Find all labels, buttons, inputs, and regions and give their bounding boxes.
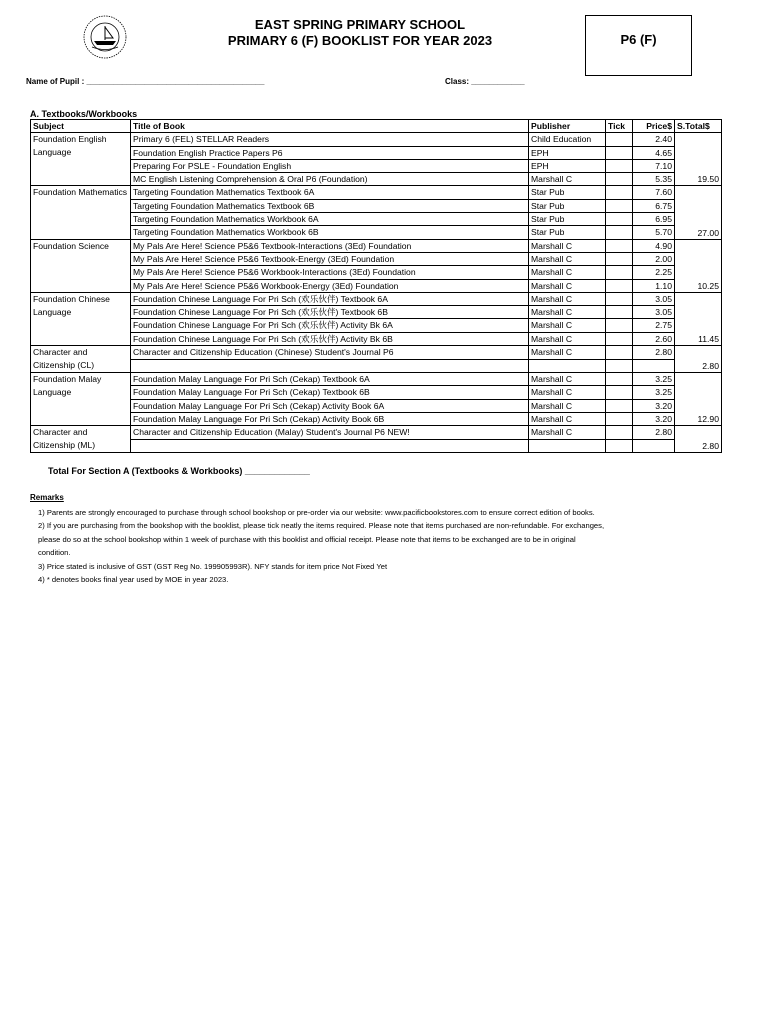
- table-row: [31, 399, 722, 412]
- price-cell: 3.20: [633, 412, 675, 425]
- tick-cell[interactable]: [606, 266, 633, 279]
- publisher-cell: Marshall C: [529, 252, 606, 265]
- title-cell: Foundation Chinese Language For Pri Sch (欢乐伙伴) Activity Bk 6B: [131, 332, 529, 345]
- tick-cell[interactable]: [606, 279, 633, 292]
- title-cell: My Pals Are Here! Science P5&6 Textbook-Energy (3Ed) Foundation: [131, 252, 529, 265]
- title-cell: [131, 359, 529, 373]
- column-header-tick: Tick: [606, 120, 633, 133]
- tick-cell[interactable]: [606, 439, 633, 453]
- title-cell: Foundation Chinese Language For Pri Sch (欢乐伙伴) Activity Bk 6A: [131, 319, 529, 332]
- remarks-heading: Remarks: [30, 493, 64, 502]
- title-cell: Foundation Malay Language For Pri Sch (Cekap) Activity Book 6A: [131, 399, 529, 412]
- title-cell: Primary 6 (FEL) STELLAR Readers: [131, 133, 529, 146]
- section-a-total: Total For Section A (Textbooks & Workbooks) _____________: [48, 466, 310, 476]
- title-cell: Targeting Foundation Mathematics Workbook 6A: [131, 213, 529, 226]
- subject-cell: Foundation Malay Language: [31, 373, 131, 426]
- title-cell: My Pals Are Here! Science P5&6 Workbook-Interactions (3Ed) Foundation: [131, 266, 529, 279]
- booklist-table: [30, 119, 722, 453]
- publisher-cell: Marshall C: [529, 266, 606, 279]
- publisher-cell: Child Education: [529, 133, 606, 146]
- title-cell: Preparing For PSLE - Foundation English: [131, 159, 529, 172]
- booklist-title: PRIMARY 6 (F) BOOKLIST FOR YEAR 2023: [227, 33, 493, 48]
- table-row: [31, 239, 722, 252]
- subject-cell: Foundation Chinese Language: [31, 292, 131, 345]
- price-cell: 3.25: [633, 373, 675, 386]
- table-row: [31, 386, 722, 399]
- subject-cell: Character and Citizenship (CL): [31, 346, 131, 373]
- title-cell: Targeting Foundation Mathematics Textbook 6B: [131, 199, 529, 212]
- subtotal-cell: 27.00: [675, 186, 722, 239]
- table-row: [31, 439, 722, 453]
- price-cell: 2.75: [633, 319, 675, 332]
- school-crest-logo: [82, 14, 128, 60]
- class-field[interactable]: Class: ____________: [445, 77, 525, 86]
- price-cell: 6.75: [633, 199, 675, 212]
- publisher-cell: [529, 359, 606, 373]
- tick-cell[interactable]: [606, 226, 633, 239]
- table-row: [31, 346, 722, 360]
- publisher-cell: EPH: [529, 146, 606, 159]
- title-cell: [131, 439, 529, 453]
- school-name: EAST SPRING PRIMARY SCHOOL: [254, 17, 466, 32]
- publisher-cell: Star Pub: [529, 213, 606, 226]
- publisher-cell: Marshall C: [529, 292, 606, 305]
- remarks-list: [38, 506, 698, 586]
- subtotal-cell: 12.90: [675, 373, 722, 426]
- title-cell: Foundation Malay Language For Pri Sch (Cekap) Textbook 6B: [131, 386, 529, 399]
- title-cell: Foundation Malay Language For Pri Sch (Cekap) Activity Book 6B: [131, 412, 529, 425]
- publisher-cell: Marshall C: [529, 373, 606, 386]
- pupil-name-field[interactable]: Name of Pupil : ________________________________________: [26, 77, 265, 86]
- tick-cell[interactable]: [606, 426, 633, 440]
- price-cell: 1.10: [633, 279, 675, 292]
- tick-cell[interactable]: [606, 373, 633, 386]
- publisher-cell: Star Pub: [529, 226, 606, 239]
- price-cell: 3.05: [633, 306, 675, 319]
- table-row: [31, 292, 722, 305]
- subtotal-cell: 2.80: [675, 426, 722, 453]
- table-row: [31, 173, 722, 186]
- price-cell: 2.00: [633, 252, 675, 265]
- publisher-cell: Marshall C: [529, 279, 606, 292]
- remark-item: condition.: [38, 548, 71, 558]
- tick-cell[interactable]: [606, 199, 633, 212]
- publisher-cell: Marshall C: [529, 173, 606, 186]
- publisher-cell: Marshall C: [529, 346, 606, 360]
- price-cell: 7.60: [633, 186, 675, 199]
- publisher-cell: Marshall C: [529, 412, 606, 425]
- tick-cell[interactable]: [606, 399, 633, 412]
- table-row: [31, 213, 722, 226]
- tick-cell[interactable]: [606, 386, 633, 399]
- price-cell: 2.25: [633, 266, 675, 279]
- title-cell: Targeting Foundation Mathematics Textbook 6A: [131, 186, 529, 199]
- table-row: [31, 133, 722, 146]
- table-row: [31, 306, 722, 319]
- table-row: [31, 412, 722, 425]
- tick-cell[interactable]: [606, 239, 633, 252]
- price-cell: [633, 439, 675, 453]
- publisher-cell: Marshall C: [529, 239, 606, 252]
- table-row: [31, 319, 722, 332]
- table-row: [31, 279, 722, 292]
- column-header-title: Title of Book: [131, 120, 529, 133]
- publisher-cell: EPH: [529, 159, 606, 172]
- price-cell: 3.05: [633, 292, 675, 305]
- subtotal-cell: 11.45: [675, 292, 722, 345]
- table-row: [31, 359, 722, 373]
- subject-cell: Foundation English Language: [31, 133, 131, 186]
- title-cell: Foundation Malay Language For Pri Sch (Cekap) Textbook 6A: [131, 373, 529, 386]
- title-cell: Foundation Chinese Language For Pri Sch (欢乐伙伴) Textbook 6B: [131, 306, 529, 319]
- tick-cell[interactable]: [606, 412, 633, 425]
- publisher-cell: Marshall C: [529, 386, 606, 399]
- section-a-heading: A. Textbooks/Workbooks: [30, 109, 138, 119]
- publisher-cell: Marshall C: [529, 306, 606, 319]
- subject-cell: Foundation Science: [31, 239, 131, 292]
- title-cell: Foundation Chinese Language For Pri Sch (欢乐伙伴) Textbook 6A: [131, 292, 529, 305]
- title-cell: Character and Citizenship Education (Chinese) Student's Journal P6: [131, 346, 529, 360]
- price-cell: 2.40: [633, 133, 675, 146]
- booklist-body: [31, 133, 722, 453]
- table-row: [31, 226, 722, 239]
- tick-cell[interactable]: [606, 159, 633, 172]
- table-row: [31, 146, 722, 159]
- price-cell: 3.25: [633, 386, 675, 399]
- subject-cell: Foundation Mathematics: [31, 186, 131, 239]
- tick-cell[interactable]: [606, 146, 633, 159]
- subtotal-cell: 2.80: [675, 346, 722, 373]
- class-code-box: P6 (F): [585, 15, 692, 76]
- table-header-row: [31, 120, 722, 133]
- table-row: [31, 252, 722, 265]
- tick-cell[interactable]: [606, 346, 633, 360]
- table-row: [31, 199, 722, 212]
- table-row: [31, 426, 722, 440]
- title-cell: Foundation English Practice Papers P6: [131, 146, 529, 159]
- title-cell: Targeting Foundation Mathematics Workbook 6B: [131, 226, 529, 239]
- price-cell: 2.60: [633, 332, 675, 345]
- publisher-cell: Star Pub: [529, 186, 606, 199]
- price-cell: 5.35: [633, 173, 675, 186]
- remark-item: 2) If you are purchasing from the bookshop with the booklist, please tick neatly the items required. Please note that items purchased are non-refundable. For exchanges,: [38, 521, 605, 531]
- column-header-publisher: Publisher: [529, 120, 606, 133]
- title-cell: MC English Listening Comprehension & Oral P6 (Foundation): [131, 173, 529, 186]
- remark-item: 3) Price stated is inclusive of GST (GST Reg No. 199905993R). NFY stands for item price Not Fixed Yet: [38, 561, 388, 571]
- remark-item: 4) * denotes books final year used by MOE in year 2023.: [38, 575, 229, 585]
- table-row: [31, 266, 722, 279]
- price-cell: [633, 359, 675, 373]
- price-cell: 3.20: [633, 399, 675, 412]
- title-cell: My Pals Are Here! Science P5&6 Textbook-Interactions (3Ed) Foundation: [131, 239, 529, 252]
- publisher-cell: Marshall C: [529, 399, 606, 412]
- tick-cell[interactable]: [606, 252, 633, 265]
- title-cell: Character and Citizenship Education (Malay) Student's Journal P6 NEW!: [131, 426, 529, 440]
- tick-cell[interactable]: [606, 213, 633, 226]
- tick-cell[interactable]: [606, 319, 633, 332]
- tick-cell[interactable]: [606, 292, 633, 305]
- price-cell: 2.80: [633, 426, 675, 440]
- price-cell: 4.65: [633, 146, 675, 159]
- table-row: [31, 159, 722, 172]
- column-header-subject: Subject: [31, 120, 131, 133]
- remark-item: please do so at the school bookshop within 1 week of purchase with this booklist and official receipt. Please note that items to be exchanged are to be in original: [38, 534, 576, 544]
- price-cell: 2.80: [633, 346, 675, 360]
- tick-cell[interactable]: [606, 332, 633, 345]
- tick-cell[interactable]: [606, 186, 633, 199]
- table-row: [31, 332, 722, 345]
- publisher-cell: Star Pub: [529, 199, 606, 212]
- tick-cell[interactable]: [606, 173, 633, 186]
- price-cell: 6.95: [633, 213, 675, 226]
- price-cell: 7.10: [633, 159, 675, 172]
- table-row: [31, 373, 722, 386]
- tick-cell[interactable]: [606, 306, 633, 319]
- column-header-subtotal: S.Total$: [675, 120, 722, 133]
- price-cell: 5.70: [633, 226, 675, 239]
- column-header-price: Price$: [633, 120, 675, 133]
- subject-cell: Character and Citizenship (ML): [31, 426, 131, 453]
- price-cell: 4.90: [633, 239, 675, 252]
- publisher-cell: [529, 439, 606, 453]
- tick-cell[interactable]: [606, 359, 633, 373]
- tick-cell[interactable]: [606, 133, 633, 146]
- subtotal-cell: 10.25: [675, 239, 722, 292]
- subtotal-cell: 19.50: [675, 133, 722, 186]
- remark-item: 1) Parents are strongly encouraged to purchase through school bookshop or pre-order via our website: www.pacificbookstores.com to ensure correct edition of books.: [38, 508, 595, 517]
- publisher-cell: Marshall C: [529, 332, 606, 345]
- publisher-cell: Marshall C: [529, 426, 606, 440]
- table-row: [31, 186, 722, 199]
- publisher-cell: Marshall C: [529, 319, 606, 332]
- title-cell: My Pals Are Here! Science P5&6 Workbook-Energy (3Ed) Foundation: [131, 279, 529, 292]
